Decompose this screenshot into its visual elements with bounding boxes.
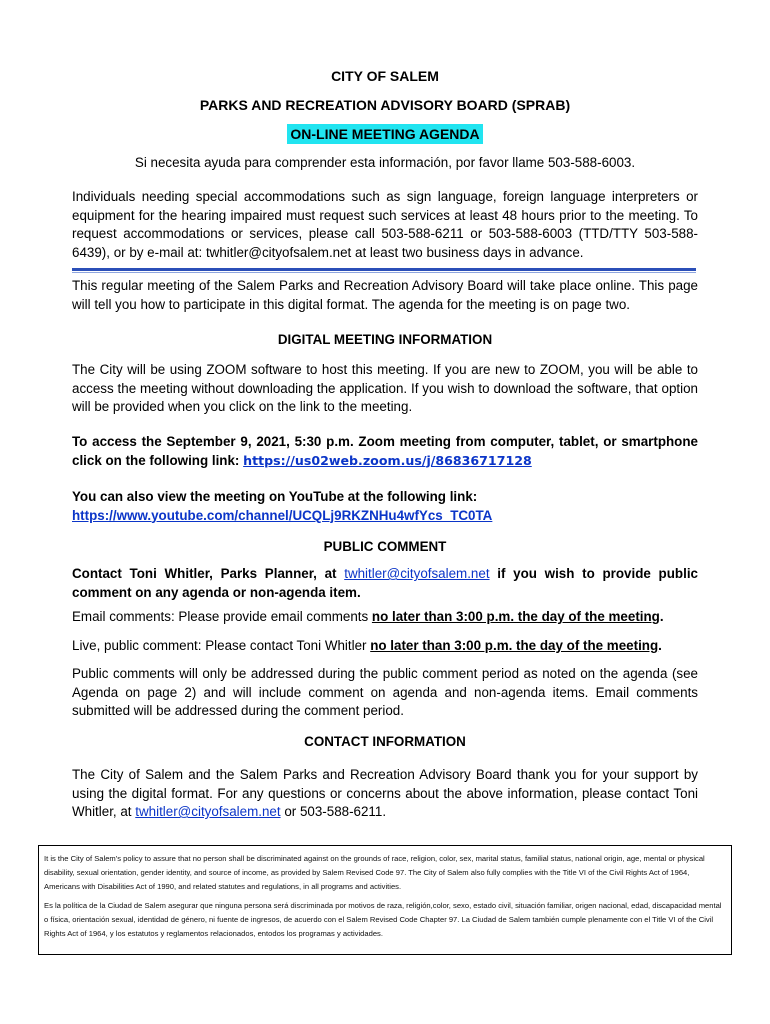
- nondiscrimination-box: [38, 845, 732, 955]
- live-deadline: no later than 3:00 p.m. the day of the meeting: [370, 638, 659, 653]
- email-comments: Email comments: Please provide email comments no later than 3:00 p.m. the day of the meeting.: [72, 609, 664, 624]
- live-comments: Live, public comment: Please contact Toni Whitler no later than 3:00 p.m. the day of the meeting.: [72, 638, 662, 653]
- divider-rule: [72, 268, 696, 271]
- email-comments-text: Email comments: Please provide email comments: [72, 609, 372, 624]
- accommodations-text: Individuals needing special accommodations such as sign language, foreign language interpreters or equipment for the hearing impaired must request such services at least 48 hours prior to the meeting. To request accommodations or services, please call 503-588-6211 or 503-588-6003 (TTD/TTY 503-588-6439), or by e-mail at: twhitler@cityofsalem.net at least two business days in advance.: [72, 189, 698, 260]
- agenda-title: ON-LINE MEETING AGENDA: [287, 124, 482, 144]
- contact-pre-text: Contact Toni Whitler, Parks Planner, at: [72, 566, 345, 581]
- city-title: CITY OF SALEM: [331, 68, 439, 84]
- agenda-title-wrap: [0, 126, 770, 142]
- contact-info-post: or 503-588-6211.: [280, 804, 387, 819]
- contact-heading: CONTACT INFORMATION: [304, 734, 466, 749]
- zoom-access-text: To access the September 9, 2021, 5:30 p.m. Zoom meeting from computer, tablet, or smartphone click on the following link:: [72, 434, 698, 468]
- zoom-text: The City will be using ZOOM software to host this meeting. If you are new to ZOOM, you will be able to access the meeting without downloading the application. If you wish to download the software, that option will be provided when you click on the link to the meeting.: [72, 362, 698, 414]
- digital-heading: DIGITAL MEETING INFORMATION: [277, 332, 493, 347]
- zoom-link[interactable]: https://us02web.zoom.us/j/86836717128: [243, 452, 532, 468]
- contact-info: [72, 766, 698, 822]
- board-title: PARKS AND RECREATION ADVISORY BOARD (SPRAB): [199, 97, 571, 113]
- contact-info-email-link[interactable]: twhitler@cityofsalem.net: [135, 804, 281, 819]
- contact-post-text: if you wish to provide public comment on any agenda or non-agenda item.: [72, 566, 698, 600]
- youtube-block: [72, 488, 698, 525]
- comment-period-text: Public comments will only be addressed during the public comment period as noted on the agenda (see Agenda on page 2) and will include comment on agenda and non-agenda items. Email comments submitted will be addressed during the comment period.: [72, 666, 698, 718]
- spanish-help-text: Si necesita ayuda para comprender esta información, por favor llame 503-588-6003.: [134, 155, 636, 170]
- nondiscrimination-spanish: Es la política de la Ciudad de Salem asegurar que ninguna persona será discriminada por motivos de raza, religión,color, sexo, estado civil, situación familiar, origen nacional, edad, discapacidad mental o física, orientación sexual, identidad de género, ni fuente de ingresos, de acuerdo con el Salem Revised Code Chapter 97. La Ciudad de Salem también cumple plenamente con el Title VI of the Civil Rights Act of 1964, y los estatutos y reglamentos relacionados, entodos los programas y actividades.: [44, 900, 722, 939]
- email-deadline: no later than 3:00 p.m. the day of the meeting: [371, 609, 660, 624]
- live-comments-text: Live, public comment: Please contact Toni Whitler: [72, 638, 371, 653]
- contact-toni: [72, 565, 698, 602]
- zoom-access: [72, 433, 698, 470]
- public-comment-heading: PUBLIC COMMENT: [323, 539, 447, 554]
- youtube-text: You can also view the meeting on YouTube at the following link:: [72, 489, 478, 504]
- contact-email-link[interactable]: twhitler@cityofsalem.net: [344, 566, 490, 581]
- intro-text: This regular meeting of the Salem Parks and Recreation Advisory Board will take place online. This page will tell you how to participate in this digital format. The agenda for the meeting is on page two.: [72, 278, 698, 312]
- contact-info-text: The City of Salem and the Salem Parks and Recreation Advisory Board thank you for your support by using the digital format. For any questions or concerns about the above information, please contact Toni Whitler, at: [72, 767, 698, 819]
- youtube-link[interactable]: https://www.youtube.com/channel/UCQLj9RKZNHu4wfYcs_TC0TA: [72, 507, 493, 523]
- divider-rule-thin: [72, 272, 696, 273]
- nondiscrimination-english: It is the City of Salem's policy to assure that no person shall be discriminated against on the grounds of race, religion, color, sex, marital status, familial status, national origin, age, mental or physical disability, sexual orientation, gender identity, and source of income, as provided by Salem Revised Code 97. The City of Salem also fully complies with the Title VI of the Civil Rights Act of 1964, Americans with Disabilities Act of 1990, and related statutes and regulations, in all programs and activities.: [44, 854, 705, 892]
